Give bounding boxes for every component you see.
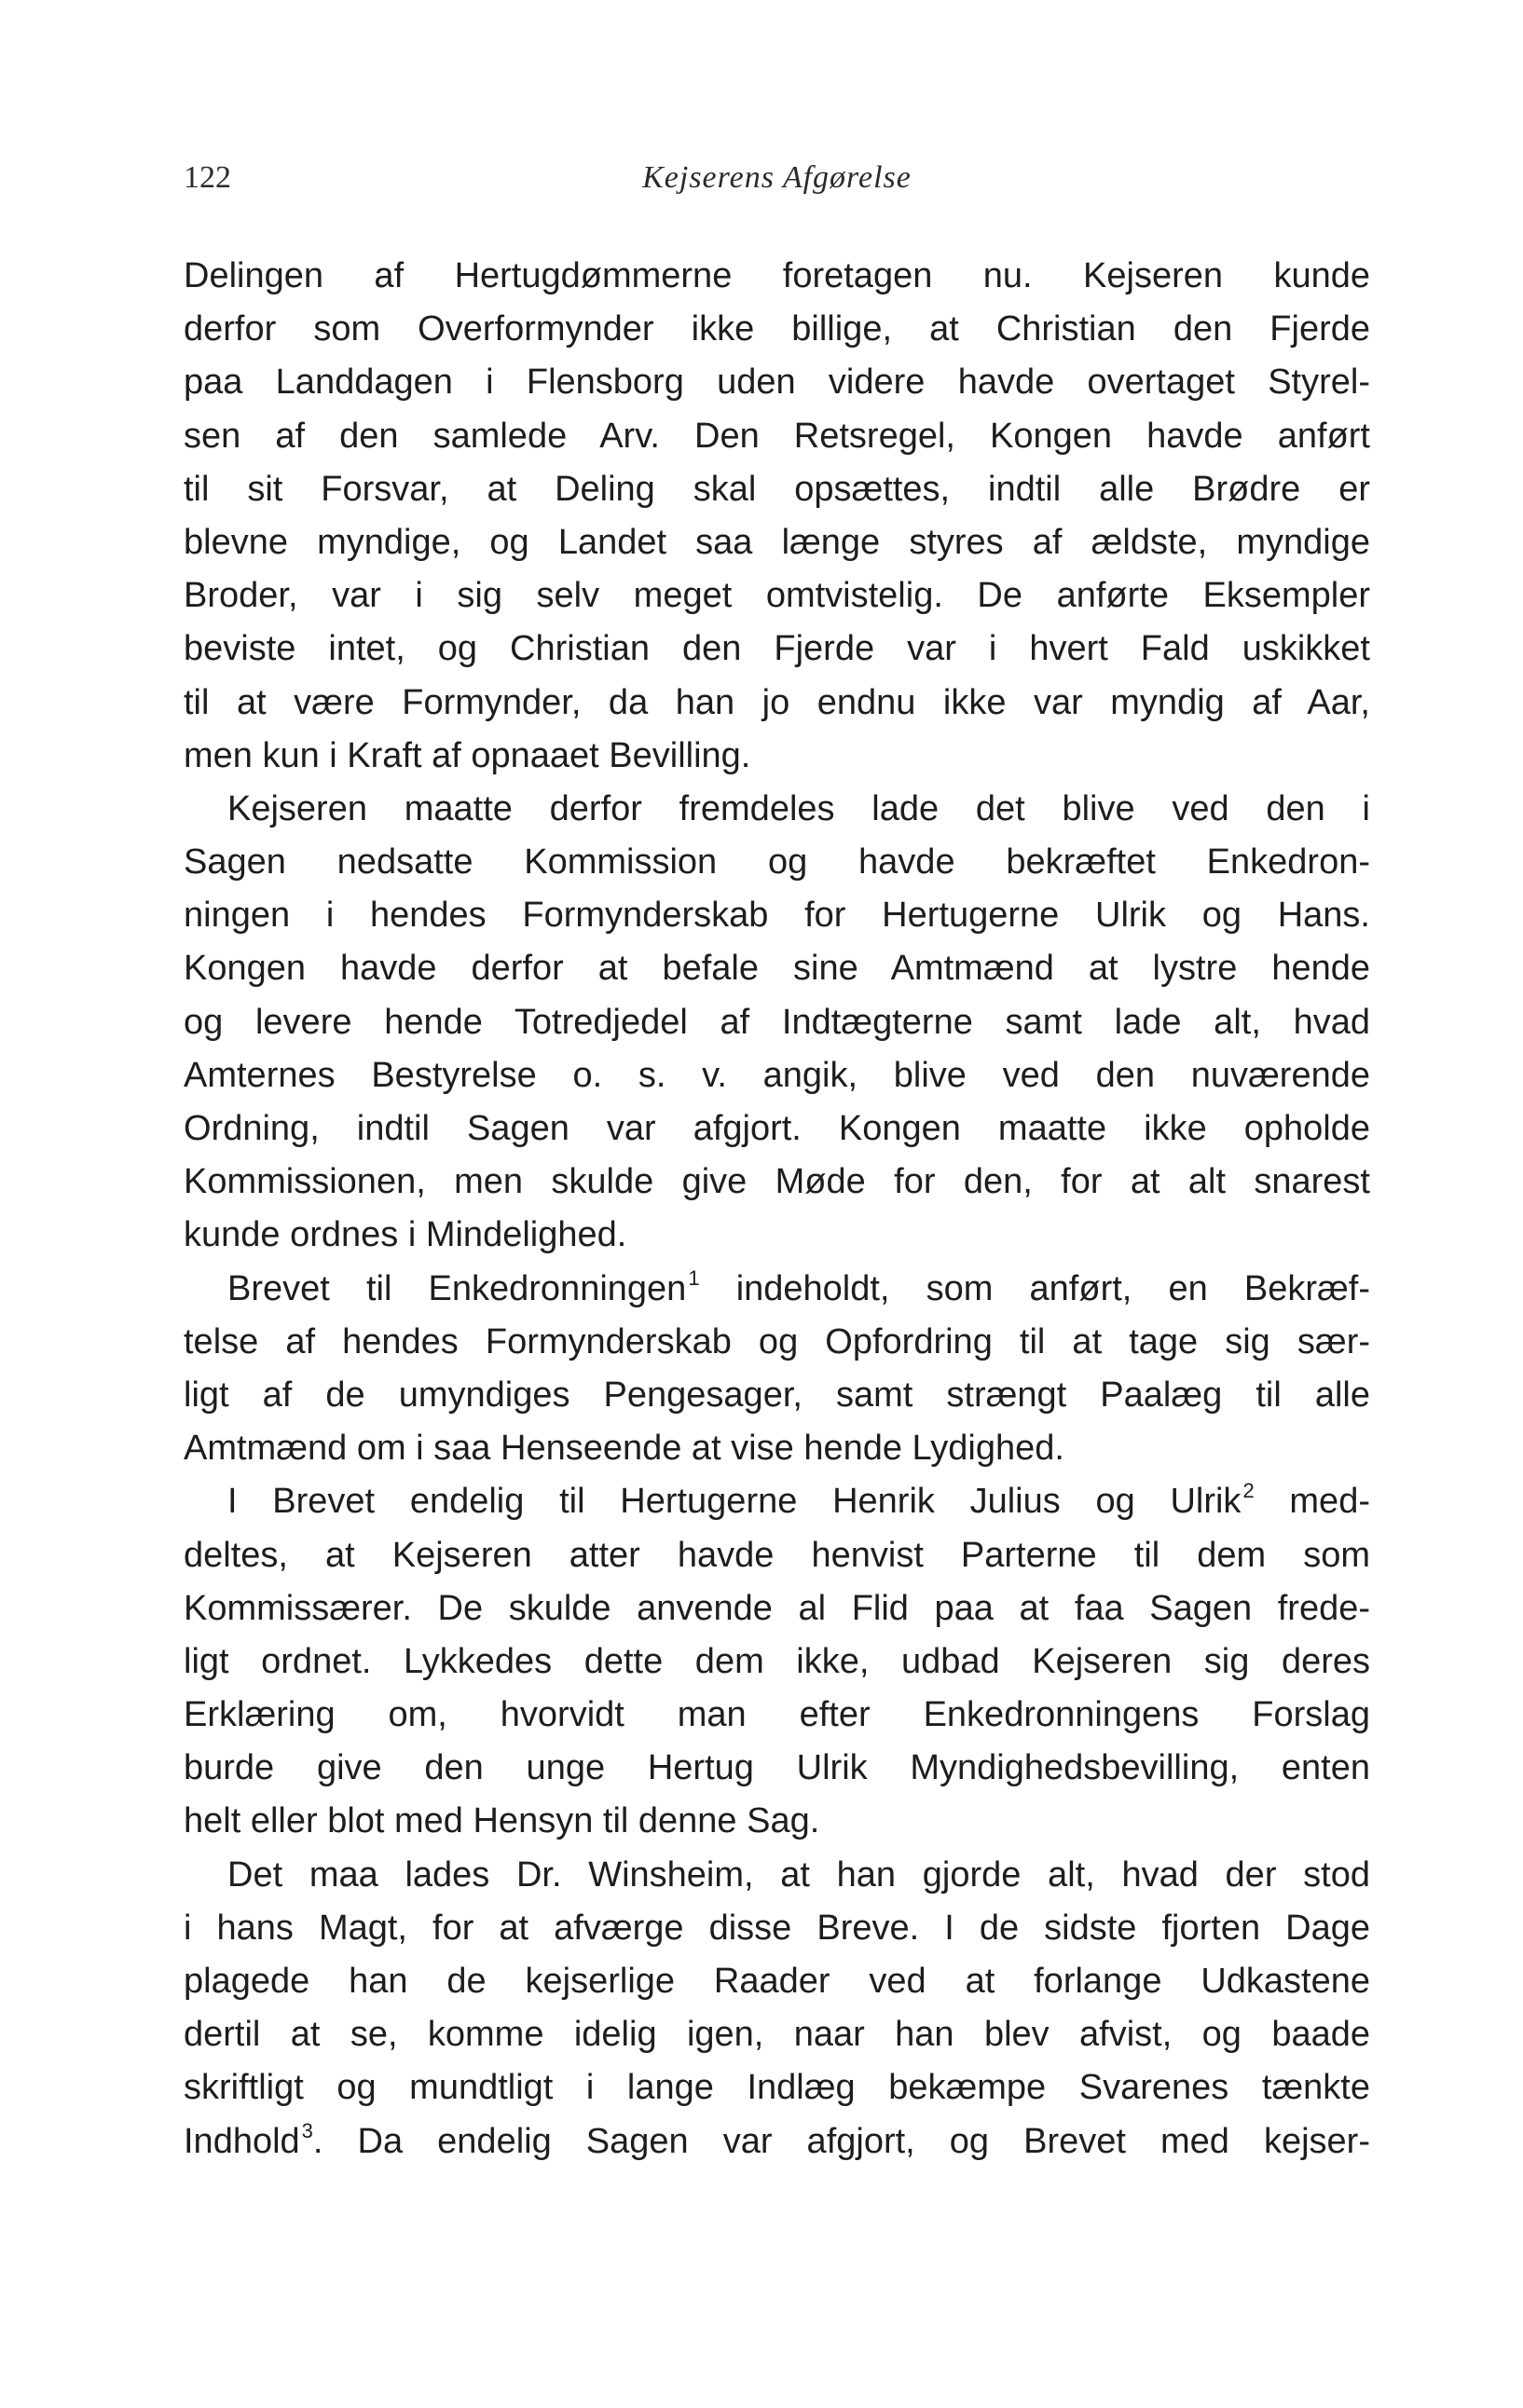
- text-line: [184, 516, 1370, 569]
- line-text: Broder, var i sig selv meget omtvistelig. De anførte Eksempler: [184, 576, 1370, 616]
- line-text: plagede han de kejserlige Raader ved at forlange Udkastene: [184, 1962, 1370, 2001]
- text-line: [184, 463, 1370, 516]
- text-line: [184, 303, 1370, 356]
- line-text: kunde ordnes i Mindelighed.: [184, 1215, 627, 1255]
- text-line: [184, 1263, 1370, 1316]
- text-line: [184, 1742, 1370, 1795]
- text-line: [184, 889, 1370, 942]
- text-line: [184, 730, 1370, 783]
- text-line: [184, 1795, 1370, 1848]
- text-line: [184, 1102, 1370, 1156]
- text-line: [184, 942, 1370, 995]
- line-text: Kejseren maatte derfor fremdeles lade det blive ved den i: [227, 788, 1370, 828]
- line-text: i hans Magt, for at afværge disse Breve. I de sidste fjorten Dage: [184, 1908, 1370, 1948]
- footnote-marker: 1: [688, 1266, 700, 1290]
- text-line: [184, 569, 1370, 623]
- text-line: [184, 1049, 1370, 1102]
- line-text: dertil at se, komme idelig igen, naar han blev afvist, og baade: [184, 2015, 1370, 2055]
- text-line: [184, 1529, 1370, 1582]
- running-head: [184, 160, 1370, 198]
- text-line: [184, 1316, 1370, 1369]
- line-text: skriftligt og mundtligt i lange Indlæg bekæmpe Svarenes tænkte: [184, 2068, 1370, 2108]
- text-line: [184, 1582, 1370, 1635]
- text-line: [184, 836, 1370, 889]
- text-line: [184, 1849, 1370, 1902]
- line-text: helt eller blot med Hensyn til denne Sag.: [184, 1801, 820, 1841]
- text-line: [184, 2115, 1370, 2169]
- line-text: blevne myndige, og Landet saa længe styres af ældste, myndige: [184, 522, 1370, 562]
- text-line: [184, 996, 1370, 1049]
- line-text: beviste intet, og Christian den Fjerde var i hvert Fald uskikket: [184, 629, 1370, 669]
- line-text: Amtmænd om i saa Henseende at vise hende Lydighed.: [184, 1429, 1064, 1469]
- line-text: Sagen nedsatte Kommission og havde bekræftet Enkedron-: [184, 842, 1370, 882]
- line-text: paa Landdagen i Flensborg uden videre havde overtaget Styrel-: [184, 363, 1370, 403]
- line-text-continued: . Da endelig Sagen var afgjort, og Brevet med kejser-: [312, 2121, 1370, 2161]
- line-text: deltes, at Kejseren atter havde henvist Parterne til dem som: [184, 1535, 1370, 1575]
- text-line: [184, 783, 1370, 836]
- line-text: ningen i hendes Formynderskab for Hertugerne Ulrik og Hans.: [184, 896, 1370, 936]
- text-line: [184, 623, 1370, 676]
- footnote-marker: 2: [1242, 1479, 1255, 1503]
- line-text: sen af den samlede Arv. Den Retsregel, Kongen havde anført: [184, 416, 1370, 456]
- text-line: [184, 1209, 1370, 1262]
- line-text: Indhold: [184, 2121, 300, 2161]
- line-text: og levere hende Totredjedel af Indtægterne samt lade alt, hvad: [184, 1002, 1370, 1042]
- text-line: [184, 1156, 1370, 1209]
- line-text: ligt ordnet. Lykkedes dette dem ikke, udbad Kejseren sig deres: [184, 1641, 1370, 1681]
- text-line: [184, 250, 1370, 303]
- line-text: I Brevet endelig til Hertugerne Henrik Julius og Ulrik: [227, 1482, 1242, 1522]
- line-text: derfor som Overformynder ikke billige, at Christian den Fjerde: [184, 309, 1370, 349]
- footnote-marker: 3: [301, 2118, 313, 2142]
- line-text: Amternes Bestyrelse o. s. v. angik, blive ved den nuværende: [184, 1055, 1370, 1095]
- line-text: til sit Forsvar, at Deling skal opsættes, indtil alle Brødre er: [184, 469, 1370, 509]
- line-text: burde give den unge Hertug Ulrik Myndighedsbevilling, enten: [184, 1748, 1370, 1788]
- line-text: Kommissionen, men skulde give Møde for den, for at alt snarest: [184, 1162, 1370, 1202]
- text-line: [184, 2061, 1370, 2114]
- text-line: [184, 1955, 1370, 2008]
- line-text-continued: med-: [1254, 1482, 1370, 1522]
- running-title: Kejserens Afgørelse: [642, 160, 912, 195]
- line-text: ligt af de umyndiges Pengesager, samt strængt Paalæg til alle: [184, 1375, 1370, 1415]
- line-text: men kun i Kraft af opnaaet Bevilling.: [184, 735, 751, 775]
- text-line: [184, 2008, 1370, 2061]
- text-line: [184, 1422, 1370, 1475]
- line-text: Delingen af Hertugdømmerne foretagen nu. Kejseren kunde: [184, 256, 1370, 295]
- line-text: Det maa lades Dr. Winsheim, at han gjorde alt, hvad der stod: [227, 1854, 1370, 1895]
- page-number: 122: [184, 160, 231, 195]
- text-line: [184, 356, 1370, 409]
- line-text-continued: indeholdt, som anført, en Bekræf-: [699, 1268, 1370, 1308]
- line-text: Brevet til Enkedronningen: [227, 1268, 687, 1308]
- text-line: [184, 677, 1370, 730]
- text-line: [184, 1369, 1370, 1422]
- text-line: [184, 1902, 1370, 1955]
- text-line: [184, 1635, 1370, 1689]
- body-text: [184, 250, 1370, 2169]
- text-line: [184, 410, 1370, 463]
- line-text: Kongen havde derfor at befale sine Amtmænd at lystre hende: [184, 949, 1370, 989]
- line-text: telse af hendes Formynderskab og Opfordring til at tage sig sær-: [184, 1321, 1370, 1361]
- line-text: til at være Formynder, da han jo endnu ikke var myndig af Aar,: [184, 682, 1370, 722]
- line-text: Erklæring om, hvorvidt man efter Enkedronningens Forslag: [184, 1695, 1370, 1735]
- line-text: Ordning, indtil Sagen var afgjort. Kongen maatte ikke opholde: [184, 1109, 1370, 1148]
- text-line: [184, 1475, 1370, 1528]
- line-text: Kommissærer. De skulde anvende al Flid paa at faa Sagen frede-: [184, 1588, 1370, 1628]
- text-line: [184, 1689, 1370, 1742]
